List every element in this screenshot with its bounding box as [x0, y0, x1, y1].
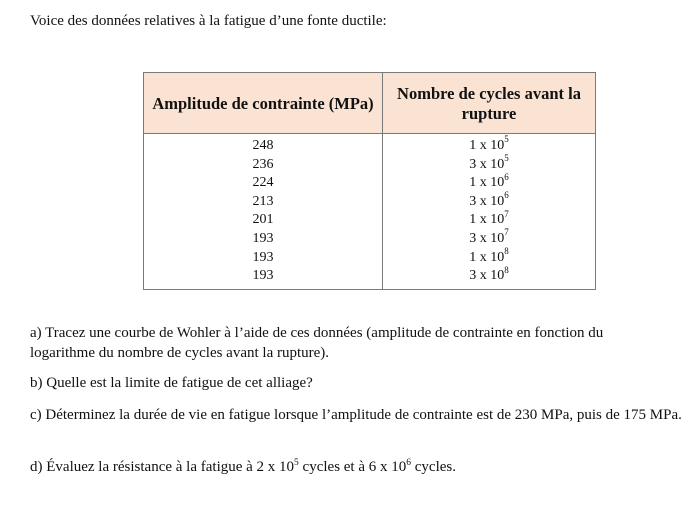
header-stress-amplitude: Amplitude de contrainte (MPa)	[144, 73, 383, 134]
stress-value: 248	[252, 138, 274, 153]
cycles-exponent: 7	[504, 227, 509, 238]
cycles-coefficient: 1	[469, 249, 477, 265]
question-a: a) Tracez une courbe de Wohler à l’aide de ces données (amplitude de contrainte en fonction du logarithme du nombre de cycles avant la rupture).	[30, 325, 604, 361]
cycles-coefficient: 3	[469, 268, 477, 284]
cycles-exponent: 6	[504, 190, 509, 201]
question-b: b) Quelle est la limite de fatigue de cet alliage?	[30, 375, 313, 391]
stress-value: 224	[252, 175, 274, 191]
cycles-coefficient: 1	[469, 138, 477, 153]
cycles-coefficient: 3	[469, 230, 477, 246]
question-d-exponent2: 6	[406, 458, 412, 468]
cycles-value: 3 x $10^7$	[469, 227, 509, 246]
cycles-coefficient: 3	[469, 193, 477, 209]
cycles-column	[383, 134, 596, 290]
cycles-exponent: 8	[504, 264, 509, 275]
stress-value: 213	[252, 193, 274, 209]
cycles-value: 3 x $10^8$	[469, 264, 509, 284]
cycles-value: 1 x $10^7$	[469, 208, 509, 228]
stress-value: 193	[252, 230, 274, 246]
stress-value: 236	[252, 156, 274, 172]
question-d-part2: cycles et à 6 x 10	[298, 459, 407, 475]
table-header-row	[144, 73, 596, 134]
question-c: c) Déterminez la durée de vie en fatigue lorsque l’amplitude de contrainte est de 230 MPa, puis de 175 MPa.	[30, 407, 682, 423]
cycles-value: 1 x $10^5$	[469, 134, 509, 153]
cycles-coefficient: 3	[469, 156, 477, 172]
cycles-exponent: 8	[504, 245, 509, 256]
stress-column	[144, 134, 383, 290]
cycles-exponent: 5	[504, 134, 509, 145]
cycles-value: 1 x $10^8$	[469, 245, 509, 265]
intro-text: Voice des données relatives à la fatigue d’une fonte ductile:	[30, 13, 387, 29]
cycles-coefficient: 1	[469, 212, 477, 228]
stress-value: 201	[252, 212, 274, 228]
cycles-coefficient: 1	[469, 175, 477, 191]
cycles-value: 3 x $10^6$	[469, 190, 509, 209]
question-d-exponent1: 5	[294, 458, 299, 468]
question-d-part3: cycles.	[411, 459, 456, 475]
stress-value: 193	[252, 268, 274, 284]
cycles-exponent: 5	[504, 152, 509, 163]
table-body-row	[144, 134, 596, 290]
cycles-value: 1 x $10^6$	[469, 171, 509, 191]
fatigue-data-table	[143, 72, 596, 290]
stress-value: 193	[252, 249, 274, 265]
question-d	[30, 457, 456, 477]
cycles-exponent: 6	[504, 171, 509, 182]
cycles-exponent: 7	[504, 208, 509, 219]
cycles-value: 3 x $10^5$	[469, 152, 509, 172]
header-cycles-to-failure: Nombre de cycles avant la rupture	[383, 73, 596, 134]
question-d-part1: d) Évaluez la résistance à la fatigue à 2 x 10	[30, 459, 295, 475]
